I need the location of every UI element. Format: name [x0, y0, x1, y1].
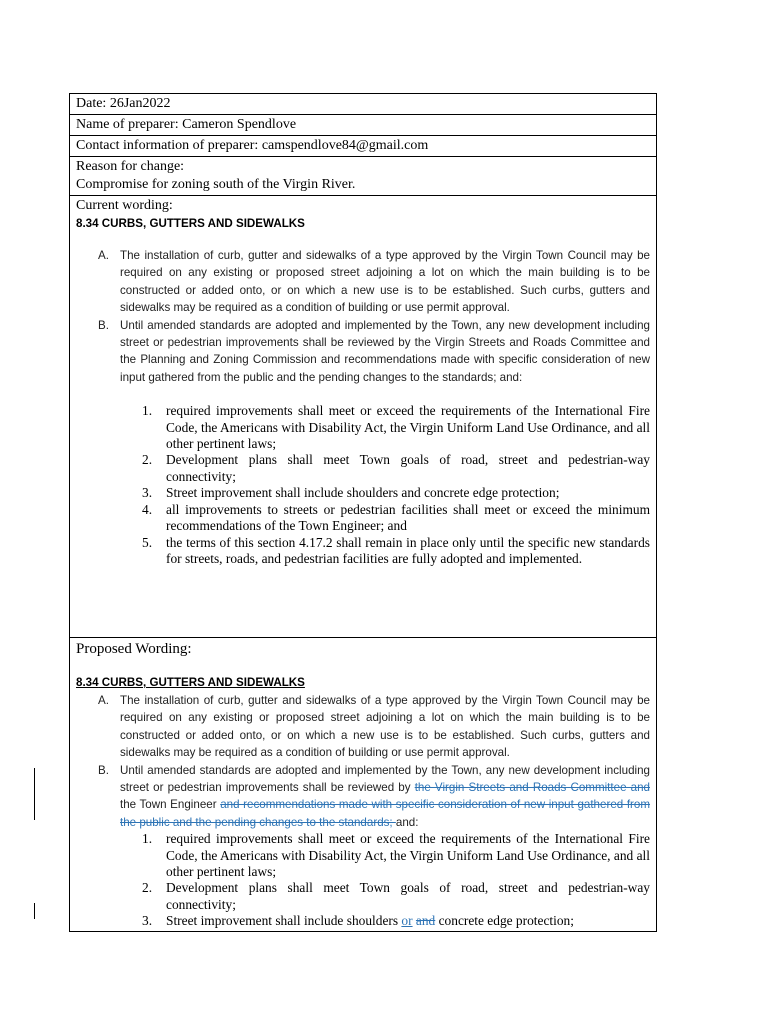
list-item — [76, 317, 650, 387]
list-item — [76, 880, 650, 913]
preparer-contact-text: Contact information of preparer: camspendlove84@gmail.com — [76, 138, 429, 153]
proposed-numbered-list — [76, 831, 650, 929]
list-item-text: Until amended standards are adopted and implemented by the Town, any new development including street or pedestrian improvements shall be reviewed by — [120, 763, 650, 795]
list-item-text: Development plans shall meet Town goals of road, street and pedestrian-way connectivity; — [166, 452, 650, 484]
list-marker: 2. — [142, 452, 153, 468]
list-marker: A. — [98, 694, 109, 707]
list-item-text: The installation of curb, gutter and sidewalks of a type approved by the Virgin Town Council may be required on any existing or proposed street adjoining a lot on which the main building is to be constructed or added onto, or on which a new use is to be established. Such curbs, gutters and sidewalks may be required as a condition of building or use permit approval. — [120, 694, 650, 760]
date-row — [70, 94, 656, 115]
list-marker: B. — [98, 318, 109, 332]
list-item — [76, 403, 650, 452]
list-item — [76, 247, 650, 317]
change-request-table — [69, 93, 657, 932]
list-item-text: Until amended standards are adopted and implemented by the Town, any new development including street or pedestrian improvements shall be reviewed by the Virgin Streets and Roads Committee and the Planning and Zoning Commission and recommendations made with specific consideration of new input gathered from the public and the pending changes to the standards; and: — [120, 318, 650, 384]
list-marker: B. — [98, 763, 109, 777]
preparer-contact-row — [70, 136, 656, 157]
list-item — [76, 535, 650, 568]
list-item — [76, 913, 650, 929]
reason-label: Reason for change: — [76, 159, 185, 174]
list-item-text: Street improvement shall include shoulders and concrete edge protection; — [166, 485, 560, 501]
list-marker: 1. — [142, 403, 153, 419]
proposed-section-title: CURBS, GUTTERS AND SIDEWALKS — [98, 676, 305, 689]
current-alpha-list — [76, 247, 650, 386]
change-bar — [34, 903, 35, 919]
list-marker: A. — [98, 249, 109, 262]
list-item-text: Street improvement shall include shoulders — [166, 913, 402, 929]
list-item-text: The installation of curb, gutter and sidewalks of a type approved by the Virgin Town Council may be required on any existing or proposed street adjoining a lot on which the main building is to be constructed or added onto, or on which a new use is to be established. Such curbs, gutters and sidewalks may be required as a condition of building or use permit approval. — [120, 249, 650, 315]
list-marker: 5. — [142, 534, 153, 550]
list-item-text: concrete edge protection; — [435, 913, 574, 929]
list-item — [76, 502, 650, 535]
proposed-alpha-list — [76, 692, 650, 831]
list-item — [76, 485, 650, 501]
preparer-name-text: Name of preparer: Cameron Spendlove — [76, 117, 297, 132]
list-marker: 3. — [142, 913, 153, 929]
change-bar — [34, 768, 35, 820]
current-wording-label: Current wording: — [76, 198, 173, 213]
deleted-text: the Virgin Streets and Roads Committee and — [414, 781, 650, 795]
proposed-section-number: 8.34 — [76, 676, 99, 689]
list-marker: 2. — [142, 880, 153, 896]
list-item-text: Development plans shall meet Town goals of road, street and pedestrian-way connectivity; — [166, 880, 650, 912]
list-item — [76, 762, 650, 832]
list-item — [76, 452, 650, 485]
list-item — [76, 692, 650, 762]
reason-row — [70, 157, 656, 196]
current-wording-row — [70, 196, 656, 638]
proposed-wording-row — [70, 638, 656, 931]
current-section-heading: 8.34 CURBS, GUTTERS AND SIDEWALKS — [76, 217, 305, 230]
preparer-name-row — [70, 115, 656, 136]
list-item-text: required improvements shall meet or exceed the requirements of the International Fire Code, the Americans with Disability Act, the Virgin Uniform Land Use Ordinance, and all other pertinent laws; — [166, 403, 650, 452]
inserted-text: or — [401, 913, 413, 929]
list-item — [76, 831, 650, 880]
proposed-wording-label: Proposed Wording: — [76, 641, 192, 657]
list-marker: 1. — [142, 831, 153, 847]
list-item-text: the Town Engineer — [120, 798, 221, 812]
current-numbered-list — [76, 403, 650, 567]
list-marker: 3. — [142, 485, 153, 501]
list-item-text: all improvements to streets or pedestrian facilities shall meet or exceed the minimum recommendations of the Town Engineer; and — [166, 501, 650, 534]
proposed-section-heading — [76, 674, 650, 692]
list-item-text: required improvements shall meet or exceed the requirements of the International Fire Code, the Americans with Disability Act, the Virgin Uniform Land Use Ordinance, and all other pertinent laws; — [166, 831, 650, 880]
reason-text: Compromise for zoning south of the Virgin River. — [76, 177, 356, 192]
list-item-text: the terms of this section 4.17.2 shall remain in place only until the specific new standards for streets, roads, and pedestrian facilities are fully adopted and implemented. — [166, 534, 650, 566]
list-item-text: and: — [395, 815, 419, 829]
deleted-text: and recommendations made with specific consideration of new input gathered from the public and the pending changes to the standards; — [120, 798, 651, 829]
deleted-text: and — [415, 913, 436, 929]
list-marker: 4. — [142, 501, 153, 517]
date-text: Date: 26Jan2022 — [76, 96, 171, 111]
